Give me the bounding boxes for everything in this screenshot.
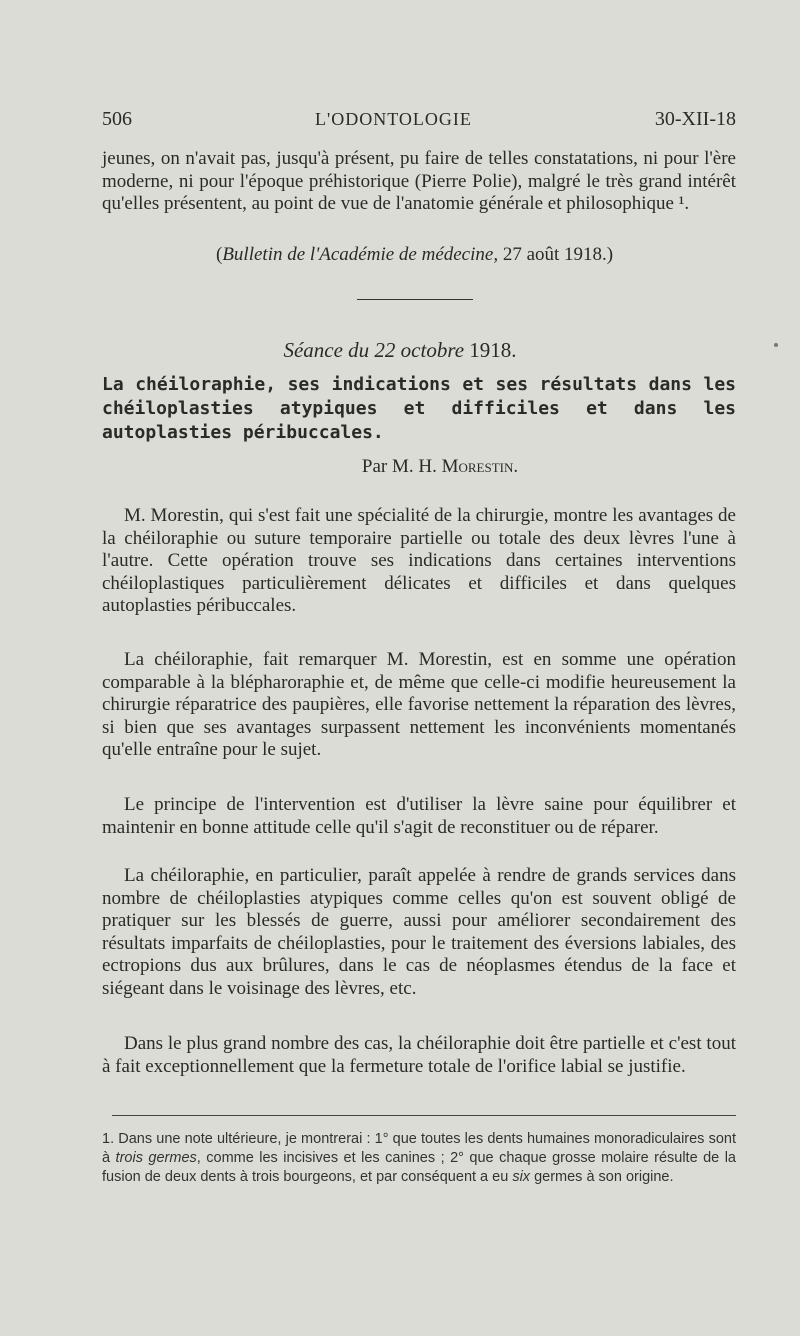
footnote-text: , comme les incisives et les canines ; 2° que chaque grosse molaire résulte de la fusion de deux dents à trois bourgeons, et par conséquent a eu <box>102 1150 736 1185</box>
intro-paragraph: jeunes, on n'avait pas, jusqu'à présent, pu faire de telles constatations, ni pour l'ère moderne, ni pour l'époque préhistorique (Pierre Polie), malgré le très grand intérêt qu'elles présentent, au point de vue de l'anatomie générale et philosophique ¹. <box>102 148 736 214</box>
footnote <box>102 1130 736 1187</box>
section-divider <box>357 299 473 300</box>
body-paragraph <box>102 794 736 839</box>
citation-open: ( <box>216 244 223 265</box>
seance-year: 1918. <box>469 338 517 362</box>
author-line <box>0 456 800 478</box>
citation <box>216 244 613 266</box>
paragraph-text: Dans le plus grand nombre des cas, la chéiloraphie doit être partielle et c'est tout à fait exceptionnellement que la fermeture totale de l'orifice labial se justifie. <box>102 1033 736 1077</box>
citation-source: Bulletin de l'Académie de médecine, <box>222 244 499 265</box>
paragraph-text: M. Morestin, qui s'est fait une spécialité de la chirurgie, montre les avantages de la chéiloraphie ou suture temporaire partielle ou totale des deux lèvres l'une à l'autre. Cette opération trouve ses indications dans certaines interventions chéiloplastiques particulièrement délicates et difficiles et dans quelques autoplasties péribuccales. <box>102 505 736 616</box>
footnote-emphasis: trois germes <box>115 1150 197 1166</box>
body-paragraph <box>102 649 736 762</box>
footnote-rule <box>112 1115 736 1116</box>
paper-speck <box>774 343 778 347</box>
article-title: La chéiloraphie, ses indications et ses résultats dans les chéiloplasties atypiques et difficiles et dans les autoplasties péribuccales. <box>102 374 736 443</box>
page-number: 506 <box>102 108 132 130</box>
citation-date: 27 août 1918.) <box>498 244 614 265</box>
body-paragraph <box>102 865 736 1000</box>
footnote-text: germes à son origine. <box>530 1169 674 1185</box>
footnote-text: 1. Dans une note ultérieure, je montrerai : 1° que toutes les dents humaines monoradiculaires sont à <box>102 1131 736 1166</box>
seance-label: Séance du 22 octobre <box>283 338 465 362</box>
author-prefix: Par M. H. <box>361 456 442 477</box>
journal-title: L'ODONTOLOGIE <box>315 109 472 129</box>
seance-heading <box>0 338 800 363</box>
issue-date: 30-XII-18 <box>654 108 736 130</box>
running-header <box>102 108 736 131</box>
body-paragraph <box>102 1033 736 1078</box>
body-paragraph <box>102 505 736 618</box>
paragraph-text: Le principe de l'intervention est d'utiliser la lèvre saine pour équilibrer et maintenir en bonne attitude celle qu'il s'agit de reconstituer ou de réparer. <box>102 794 736 838</box>
paragraph-text: La chéiloraphie, en particulier, paraît appelée à rendre de grands services dans nombre de chéiloplasties atypiques comme celles qu'on est souvent obligé de pratiquer sur les blessés de guerre, aussi pour améliorer secondairement des résultats imparfaits de chéiloplasties, pour le traitement des éversions labiales, des ectropions dus aux brûlures, dans le cas de néoplasmes étendus de la face et siégeant dans le voisinage des lèvres, etc. <box>102 865 736 999</box>
author-name: Morestin. <box>441 456 519 477</box>
paragraph-text: La chéiloraphie, fait remarquer M. Morestin, est en somme une opération comparable à la blépharoraphie et, de même que celle-ci modifie heureusement la chirurgie réparatrice des paupières, elle favorise nettement la réparation des lèvres, si bien que ses avantages surpassent nettement les inconvénients momentanés qu'elle entraîne pour le sujet. <box>102 649 736 760</box>
footnote-emphasis: six <box>512 1169 531 1185</box>
